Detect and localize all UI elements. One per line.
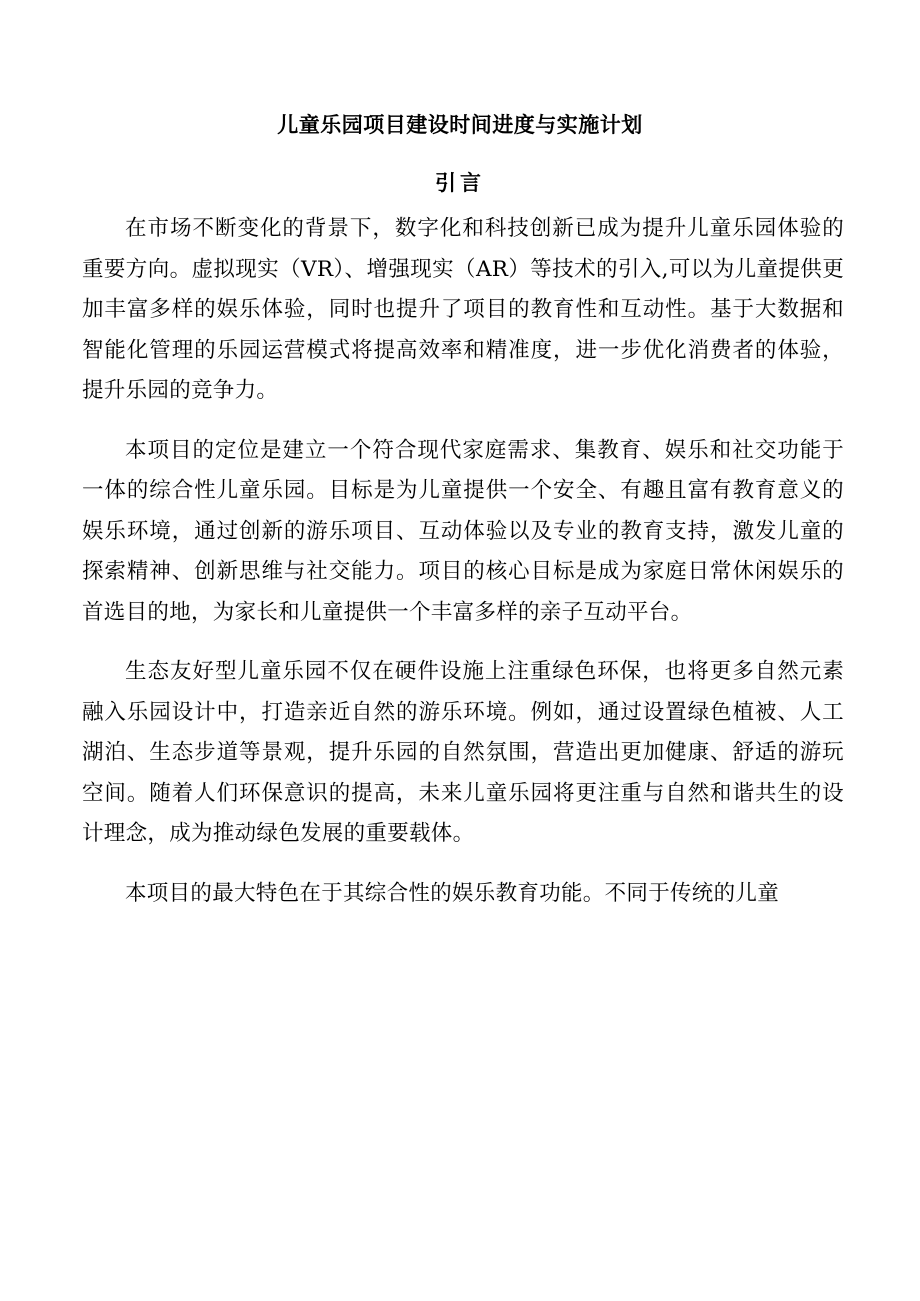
paragraph: 本项目的最大特色在于其综合性的娱乐教育功能。不同于传统的儿童 xyxy=(125,880,780,906)
section-heading-introduction: 引言 xyxy=(435,170,485,195)
paragraph: 生态友好型儿童乐园不仅在硬件设施上注重绿色环保，也将更多自然元素融入乐园设计中，打造亲近自然的游乐环境。例如，通过设置绿色植被、人工湖泊、生态步道等景观，提升乐园的自然氛围，营造出更加健康、舒适的游玩空间。随着人们环保意识的提高，未来儿童乐园将更注重与自然和谐共生的设计理念，成为推动绿色发展的重要载体。 xyxy=(82,659,844,846)
body-text xyxy=(82,209,844,933)
paragraph: 在市场不断变化的背景下，数字化和科技创新已成为提升儿童乐园体验的重要方向。虚拟现实（VR）、增强现实（AR）等技术的引入,可以为儿童提供更加丰富多样的娱乐体验，同时也提升了项目的教育性和互动性。基于大数据和智能化管理的乐园运营模式将提高效率和精准度，进一步优化消费者的体验，提升乐园的竞争力。 xyxy=(82,216,844,403)
paragraph: 本项目的定位是建立一个符合现代家庭需求、集教育、娱乐和社交功能于一体的综合性儿童乐园。目标是为儿童提供一个安全、有趣且富有教育意义的娱乐环境，通过创新的游乐项目、互动体验以及专业的教育支持，激发儿童的探索精神、创新思维与社交能力。项目的核心目标是成为家庭日常休闲娱乐的首选目的地，为家长和儿童提供一个丰富多样的亲子互动平台。 xyxy=(82,437,844,625)
document-title: 儿童乐园项目建设时间进度与实施计划 xyxy=(277,112,643,137)
